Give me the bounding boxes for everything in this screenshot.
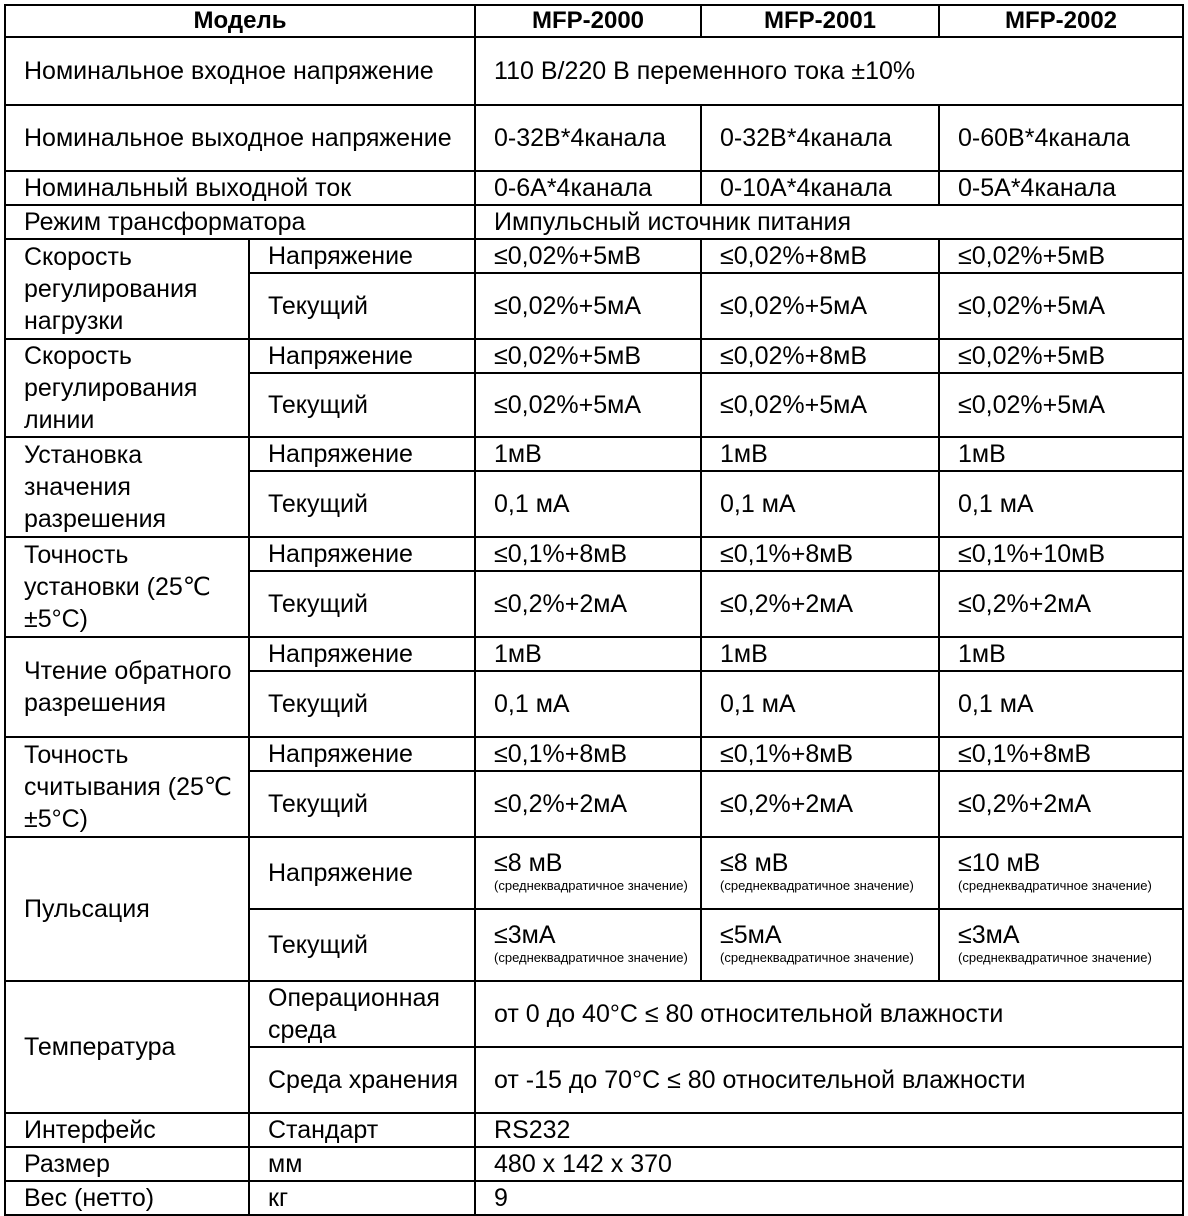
model-column-header: MFP-2000 (475, 5, 701, 37)
cell-value: ≤0,02%+8мВ (701, 239, 939, 273)
sub-label: Напряжение (249, 637, 475, 671)
table-row (5, 737, 1183, 771)
cell-value: ≤0,02%+5мВ (939, 339, 1183, 373)
row-label: Точность считывания (25℃±5°C) (5, 737, 249, 837)
cell-value: 0,1 мА (701, 471, 939, 537)
cell-value: ≤0,2%+2мА (701, 571, 939, 637)
row-label: Вес (нетто) (5, 1181, 249, 1215)
cell-value: 1мВ (701, 437, 939, 471)
ripple-note: (среднеквадратичное значение) (958, 950, 1152, 965)
ripple-note: (среднеквадратичное значение) (958, 878, 1152, 893)
row-label: Точность установки (25℃±5°C) (5, 537, 249, 637)
table-row (5, 339, 1183, 373)
sub-label: Стандарт (249, 1113, 475, 1147)
table-row (5, 205, 1183, 239)
sub-label: мм (249, 1147, 475, 1181)
cell-value: ≤0,02%+5мВ (475, 239, 701, 273)
table-row (5, 981, 1183, 1047)
row-value: 9 (475, 1181, 1183, 1215)
row-label: Номинальный выходной ток (5, 171, 475, 205)
ripple-value: ≤3мА (958, 921, 1020, 949)
ripple-value: ≤5мА (720, 921, 782, 949)
row-value: 480 x 142 x 370 (475, 1147, 1183, 1181)
row-value: от -15 до 70°C ≤ 80 относительной влажности (475, 1047, 1183, 1113)
row-value: RS232 (475, 1113, 1183, 1147)
cell-value: ≤0,02%+5мА (939, 273, 1183, 339)
cell-value: 0,1 мА (939, 671, 1183, 737)
sub-label: Текущий (249, 671, 475, 737)
cell-value: ≤0,2%+2мА (701, 771, 939, 837)
ripple-note: (среднеквадратичное значение) (494, 950, 688, 965)
ripple-value: ≤10 мВ (958, 849, 1041, 877)
sub-label: Текущий (249, 373, 475, 437)
row-label: Установка значения разрешения (5, 437, 249, 537)
cell-value: 0,1 мА (939, 471, 1183, 537)
cell-value (939, 837, 1183, 909)
ripple-value: ≤3мА (494, 921, 556, 949)
cell-value (701, 909, 939, 981)
cell-value: ≤0,02%+5мА (475, 373, 701, 437)
cell-value: 0-60В*4канала (939, 105, 1183, 171)
cell-value: ≤0,1%+8мВ (475, 737, 701, 771)
row-label: Температура (5, 981, 249, 1113)
table-row (5, 537, 1183, 571)
cell-value: ≤0,02%+5мВ (939, 239, 1183, 273)
cell-value: 1мВ (939, 437, 1183, 471)
cell-value: ≤0,02%+5мА (701, 373, 939, 437)
cell-value: 1мВ (475, 437, 701, 471)
sub-label: Напряжение (249, 239, 475, 273)
cell-value: ≤0,1%+10мВ (939, 537, 1183, 571)
cell-value: 0-32В*4канала (475, 105, 701, 171)
cell-value: ≤0,1%+8мВ (701, 737, 939, 771)
cell-value: ≤0,02%+8мВ (701, 339, 939, 373)
table-row (5, 437, 1183, 471)
ripple-value: ≤8 мВ (720, 849, 789, 877)
sub-label: Операционная среда (249, 981, 475, 1047)
row-value: от 0 до 40°C ≤ 80 относительной влажности (475, 981, 1183, 1047)
cell-value: ≤0,02%+5мА (701, 273, 939, 339)
cell-value: ≤0,2%+2мА (939, 571, 1183, 637)
cell-value: ≤0,1%+8мВ (939, 737, 1183, 771)
cell-value: ≤0,02%+5мВ (475, 339, 701, 373)
specifications-table (4, 4, 1184, 1216)
cell-value: 0,1 мА (475, 471, 701, 537)
cell-value: 0-6А*4канала (475, 171, 701, 205)
cell-value: ≤0,1%+8мВ (475, 537, 701, 571)
header-row (5, 5, 1183, 37)
row-label: Размер (5, 1147, 249, 1181)
table-row (5, 837, 1183, 909)
model-header: Модель (5, 5, 475, 37)
row-label: Номинальное выходное напряжение (5, 105, 475, 171)
cell-value: 1мВ (939, 637, 1183, 671)
cell-value: ≤0,02%+5мА (939, 373, 1183, 437)
sub-label: Напряжение (249, 737, 475, 771)
cell-value: 1мВ (701, 637, 939, 671)
ripple-note: (среднеквадратичное значение) (494, 878, 688, 893)
ripple-note: (среднеквадратичное значение) (720, 950, 914, 965)
sub-label: Текущий (249, 273, 475, 339)
row-label: Скорость регулирования нагрузки (5, 239, 249, 339)
row-value: Импульсный источник питания (475, 205, 1183, 239)
model-column-header: MFP-2001 (701, 5, 939, 37)
ripple-note: (среднеквадратичное значение) (720, 878, 914, 893)
cell-value: ≤0,02%+5мА (475, 273, 701, 339)
cell-value: 0-10А*4канала (701, 171, 939, 205)
ripple-value: ≤8 мВ (494, 849, 563, 877)
sub-label: кг (249, 1181, 475, 1215)
sub-label: Напряжение (249, 837, 475, 909)
row-label: Пульсация (5, 837, 249, 981)
table-row (5, 239, 1183, 273)
row-label: Скорость регулирования линии (5, 339, 249, 437)
cell-value: ≤0,1%+8мВ (701, 537, 939, 571)
sub-label: Текущий (249, 909, 475, 981)
cell-value: 0,1 мА (701, 671, 939, 737)
sub-label: Напряжение (249, 437, 475, 471)
sub-label: Текущий (249, 571, 475, 637)
row-value: 110 В/220 В переменного тока ±10% (475, 37, 1183, 105)
cell-value: ≤0,2%+2мА (475, 771, 701, 837)
sub-label: Напряжение (249, 537, 475, 571)
cell-value: 0,1 мА (475, 671, 701, 737)
table-row (5, 37, 1183, 105)
row-label: Чтение обратного разрешения (5, 637, 249, 737)
table-row (5, 171, 1183, 205)
sub-label: Текущий (249, 771, 475, 837)
cell-value: 1мВ (475, 637, 701, 671)
cell-value: 0-5А*4канала (939, 171, 1183, 205)
table-row (5, 1113, 1183, 1147)
cell-value: ≤0,2%+2мА (475, 571, 701, 637)
sub-label: Напряжение (249, 339, 475, 373)
sub-label: Среда хранения (249, 1047, 475, 1113)
table-row (5, 1147, 1183, 1181)
row-label: Режим трансформатора (5, 205, 475, 239)
sub-label: Текущий (249, 471, 475, 537)
cell-value (475, 909, 701, 981)
cell-value: ≤0,2%+2мА (939, 771, 1183, 837)
table-row (5, 105, 1183, 171)
cell-value (939, 909, 1183, 981)
row-label: Номинальное входное напряжение (5, 37, 475, 105)
model-column-header: MFP-2002 (939, 5, 1183, 37)
cell-value (475, 837, 701, 909)
table-row (5, 637, 1183, 671)
row-label: Интерфейс (5, 1113, 249, 1147)
cell-value (701, 837, 939, 909)
cell-value: 0-32В*4канала (701, 105, 939, 171)
